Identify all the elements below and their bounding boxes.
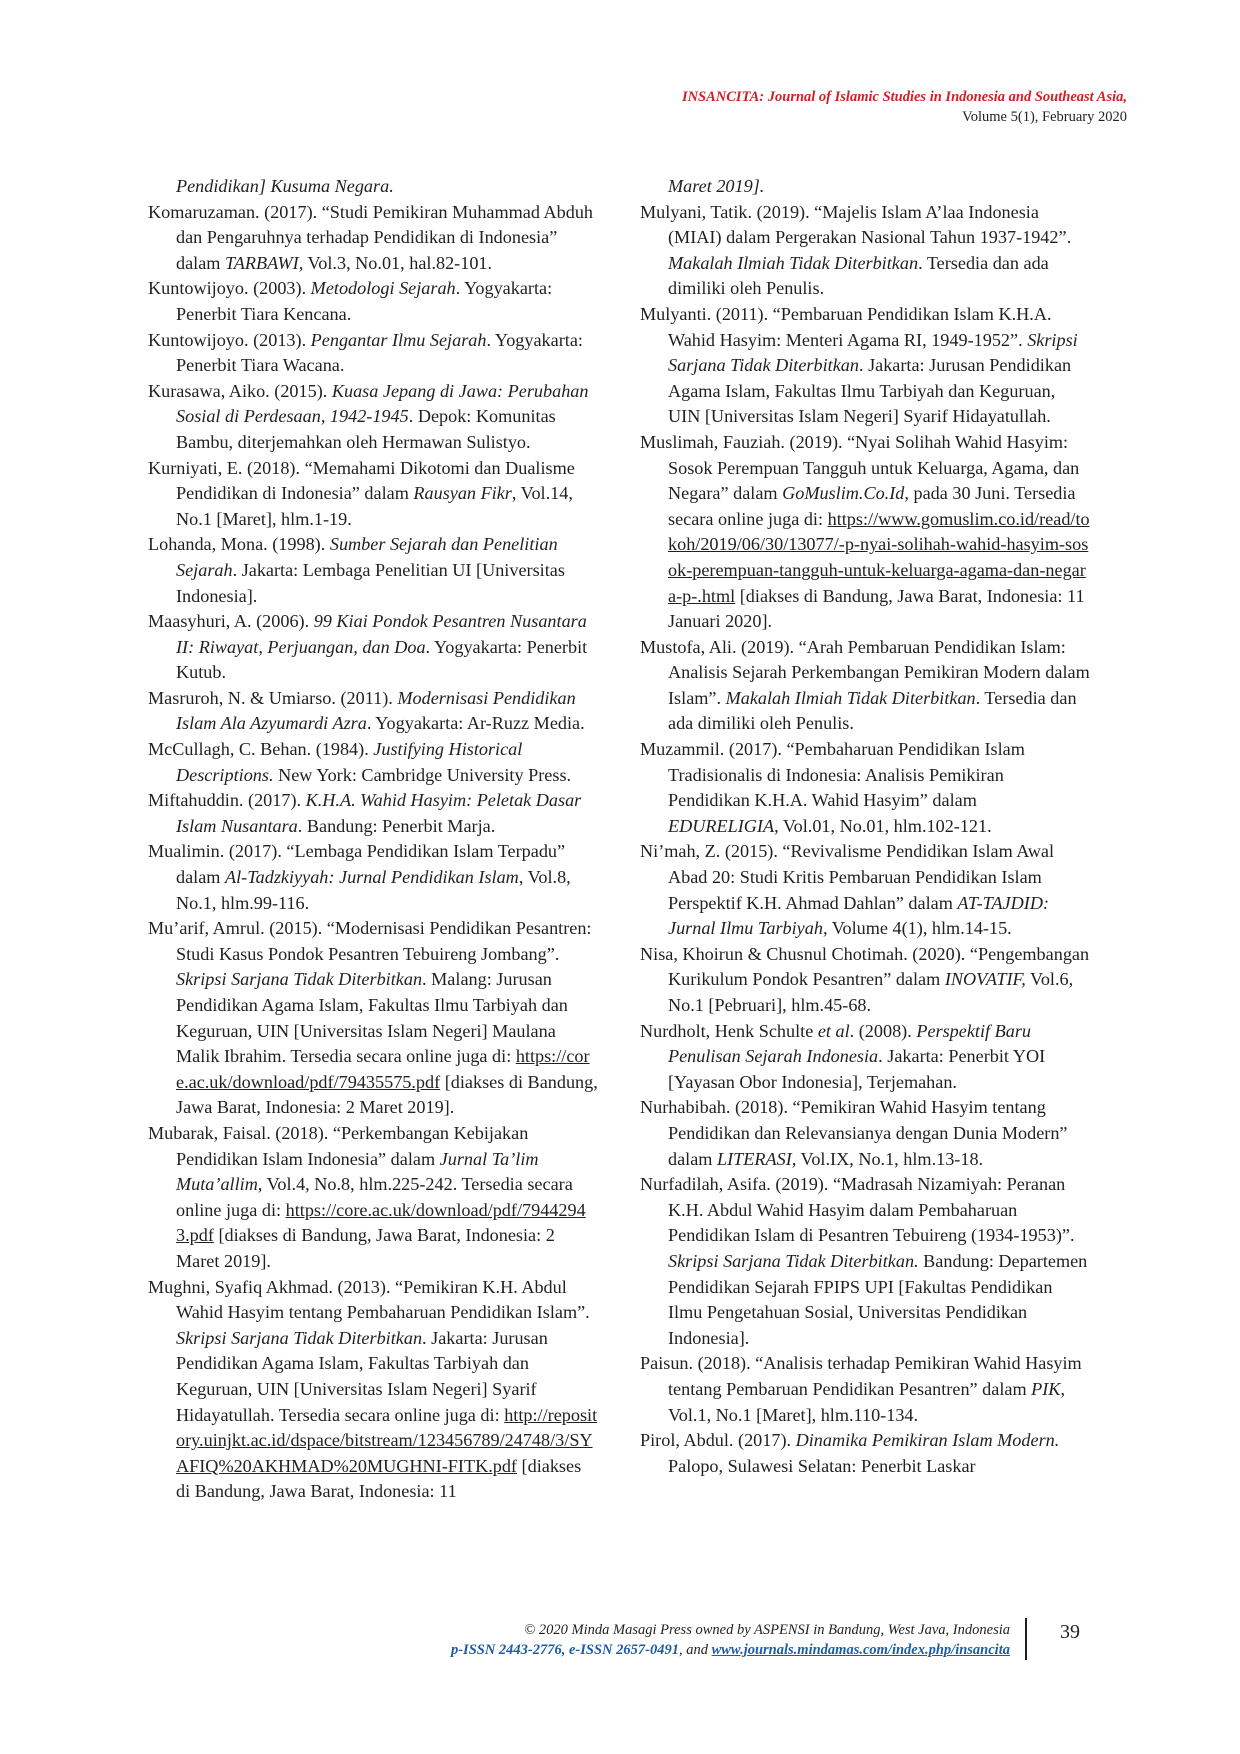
reference-entry [640, 942, 1090, 1019]
page-number: 39 [1060, 1621, 1080, 1643]
reference-text: Mulyanti. (2011). “Pembaruan Pendidikan Islam K.H.A. Wahid Hasyim: Menteri Agama RI, 1949-1952”. [640, 303, 1052, 350]
reference-entry [640, 737, 1090, 839]
reference-entry [640, 302, 1090, 430]
footer-divider [1025, 1618, 1027, 1660]
reference-entry [640, 635, 1090, 737]
reference-entry [640, 1172, 1090, 1351]
reference-text: Vol.3, No.01, hal.82-101. [303, 252, 493, 273]
reference-text: Lohanda, Mona. (1998). [148, 534, 330, 555]
reference-text: Kurasawa, Aiko. (2015). [148, 380, 332, 401]
reference-text: [diakses di Bandung, Jawa Barat, Indonesia: 2 Maret 2019]. [176, 1071, 598, 1118]
reference-italic: TARBAWI, [225, 252, 304, 273]
reference-text: Vol.01, No.01, hlm.102-121. [778, 815, 992, 836]
reference-text: Mughni, Syafiq Akhmad. (2013). “Pemikiran K.H. Abdul Wahid Hasyim tentang Pembaharuan Pendidikan Islam”. [148, 1276, 590, 1323]
reference-entry [148, 839, 598, 916]
reference-url[interactable]: https://www.gomuslim.co.id/read/tokoh/2019/06/30/13077/-p-nyai-solihah-wahid-hasyim-sosok-perempuan-tangguh-untuk-keluarga-agama-dan-negara-p-.html [668, 508, 1090, 606]
reference-text: . Tersedia dan ada dimiliki oleh Penulis. [668, 687, 1077, 734]
reference-text: [diakses di Bandung, Jawa Barat, Indonesia: 2 Maret 2019]. [176, 1225, 555, 1271]
reference-entry [640, 1351, 1090, 1428]
reference-entry [640, 1019, 1090, 1096]
reference-entry [148, 456, 598, 533]
reference-text: Kurniyati, E. (2018). “Memahami Dikotomi dan Dualisme Pendidikan di Indonesia” dalam [148, 457, 575, 504]
reference-entry [148, 1275, 598, 1505]
reference-text: Paisun. (2018). “Analisis terhadap Pemikiran Wahid Hasyim tentang Pembaruan Pendidikan Pesantren” dalam [640, 1353, 1082, 1399]
reference-entry [148, 532, 598, 609]
reference-text: Ni’mah, Z. (2015). “Revivalisme Pendidikan Islam Awal Abad 20: Studi Kritis Pembaruan Pendidikan Islam Perspektif K.H. Ahmad Dahlan” dalam [640, 841, 1055, 913]
reference-text: Pirol, Abdul. (2017). [640, 1430, 796, 1451]
reference-italic: EDURELIGIA, [668, 815, 779, 836]
reference-italic: Maret 2019]. [668, 176, 765, 196]
reference-italic: Justifying Historical Descriptions. [176, 739, 523, 785]
reference-entry [148, 1121, 598, 1275]
reference-italic: Modernisasi Pendidikan Islam Ala Azyumardi Azra [176, 687, 576, 734]
reference-text: . Depok: Komunitas Bambu, diterjemahkan oleh Hermawan Sulistyo. [176, 406, 556, 452]
reference-entry [640, 174, 1090, 200]
reference-entry [148, 276, 598, 327]
reference-text: Masruroh, N. & Umiarso. (2011). [148, 687, 398, 708]
reference-text: Nurhabibah. (2018). “Pemikiran Wahid Hasyim tentang Pendidikan dan Relevansianya dengan Dunia Modern” dalam [640, 1097, 1068, 1169]
reference-text: , Vol.14, No.1 [Maret], hlm.1-19. [176, 483, 573, 529]
references-right-column [640, 174, 1090, 1479]
reference-text: Mubarak, Faisal. (2018). “Perkembangan Kebijakan Pendidikan Islam Indonesia” dalam [148, 1122, 529, 1169]
reference-text: . Bandung: Penerbit Marja. [297, 815, 496, 836]
reference-italic: Skripsi Sarjana Tidak Diterbitkan. [668, 1250, 919, 1271]
reference-url[interactable]: http://repository.uinjkt.ac.id/dspace/bitstream/123456789/24748/3/SYAFIQ%20AKHMAD%20MUGHNI-FITK.pdf [176, 1404, 598, 1476]
reference-text: Palopo, Sulawesi Selatan: Penerbit Laskar [668, 1455, 976, 1476]
footer [451, 1620, 1010, 1660]
reference-text: Kuntowijoyo. (2013). [148, 329, 311, 350]
reference-text: Komaruzaman. (2017). “Studi Pemikiran Muhammad Abduh dan Pengaruhnya terhadap Pendidikan di Indonesia” dalam [148, 201, 594, 273]
references-left-column [148, 174, 598, 1505]
reference-text: [diakses di Bandung, Jawa Barat, Indonesia: 11 [176, 1455, 582, 1502]
reference-text: McCullagh, C. Behan. (1984). [148, 739, 374, 760]
reference-text: , pada 30 Juni. Tersedia secara online juga di: [668, 483, 1076, 529]
journal-title: INSANCITA: Journal of Islamic Studies in Indonesia and Southeast Asia, [681, 89, 1127, 105]
reference-italic: INOVATIF, [944, 969, 1026, 990]
reference-text: Nisa, Khoirun & Chusnul Chotimah. (2020). “Pengembangan Kurikulum Pondok Pesantren” dalam [640, 943, 1090, 990]
reference-text: . Yogyakarta: Penerbit Kutub. [176, 636, 588, 683]
reference-text: , Vol.8, No.1, hlm.99-116. [176, 867, 571, 913]
reference-entry [640, 839, 1090, 941]
reference-italic: Jurnal Ta’lim Muta’allim [176, 1148, 539, 1195]
reference-text: . Yogyakarta: Ar-Ruzz Media. [366, 713, 585, 734]
copyright-line: © 2020 Minda Masagi Press owned by ASPENSI in Bandung, West Java, Indonesia [524, 1622, 1010, 1638]
reference-italic: et al [817, 1020, 850, 1041]
reference-italic: PIK, [1031, 1378, 1065, 1399]
reference-text: , Vol.4, No.8, hlm.225-242. Tersedia secara online juga di: [176, 1174, 573, 1220]
reference-text: Mualimin. (2017). “Lembaga Pendidikan Islam Terpadu” dalam [148, 841, 566, 888]
reference-italic: Rausyan Fikr [413, 483, 512, 504]
running-header [682, 87, 1127, 127]
reference-italic: Pendidikan] Kusuma Negara. [176, 176, 394, 196]
reference-text: Nurdholt, Henk Schulte [640, 1020, 818, 1041]
issn-and: , and [678, 1642, 712, 1658]
reference-italic: Skripsi Sarjana Tidak Diterbitkan [176, 969, 423, 990]
reference-text: Vol.6, No.1 [Pebruari], hlm.45-68. [668, 969, 1074, 1015]
reference-italic: Al-Tadzkiyyah: Jurnal Pendidikan Islam [225, 867, 519, 888]
reference-italic: Skripsi Sarjana Tidak Diterbitkan [176, 1327, 423, 1348]
reference-entry [148, 737, 598, 788]
reference-entry [640, 200, 1090, 302]
reference-text: Nurfadilah, Asifa. (2019). “Madrasah Nizamiyah: Peranan K.H. Abdul Wahid Hasyim dalam Pembaharuan Pendidikan Islam di Pesantren Tebuireng (1934-1953)”. [640, 1174, 1075, 1246]
reference-entry [148, 609, 598, 686]
reference-entry [640, 1095, 1090, 1172]
reference-entry [148, 686, 598, 737]
reference-text: Muslimah, Fauziah. (2019). “Nyai Solihah Wahid Hasyim: Sosok Perempuan Tangguh untuk Keluarga, Agama, dan Negara” dalam [640, 431, 1080, 504]
issn-text: p-ISSN 2443-2776, e-ISSN 2657-0491 [450, 1642, 679, 1658]
reference-italic: Pengantar Ilmu Sejarah [310, 329, 487, 350]
reference-italic: Perspektif Baru Penulisan Sejarah Indonesia [668, 1020, 1031, 1067]
reference-entry [148, 379, 598, 456]
journal-link[interactable]: www.journals.mindamas.com/index.php/insancita [711, 1642, 1010, 1658]
reference-italic: Makalah Ilmiah Tidak Diterbitkan [725, 687, 976, 708]
reference-italic: Kuasa Jepang di Jawa: Perubahan Sosial di Perdesaan, 1942-1945 [176, 380, 589, 427]
reference-italic: Makalah Ilmiah Tidak Diterbitkan [668, 252, 919, 273]
reference-entry [148, 788, 598, 839]
reference-text: New York: Cambridge University Press. [273, 764, 572, 785]
reference-text: . Jakarta: Jurusan Pendidikan Agama Islam, Fakultas Tarbiyah dan Keguruan, UIN [Universitas Islam Negeri] Syarif Hidayatullah. Tersedia secara online juga di: [176, 1327, 548, 1425]
reference-text: . Yogyakarta: Penerbit Tiara Wacana. [176, 329, 583, 376]
reference-entry [148, 174, 598, 200]
reference-entry [640, 430, 1090, 635]
reference-text: Mulyani, Tatik. (2019). “Majelis Islam A’laa Indonesia (MIAI) dalam Pergerakan Nasional Tahun 1937-1942”. [640, 201, 1072, 248]
reference-entry [148, 200, 598, 277]
reference-italic: Skripsi Sarjana Tidak Diterbitkan [668, 329, 1078, 376]
reference-italic: Sumber Sejarah dan Penelitian Sejarah [176, 534, 558, 580]
reference-text: . (2008). [849, 1020, 917, 1041]
reference-text: Mu’arif, Amrul. (2015). “Modernisasi Pendidikan Pesantren: Studi Kasus Pondok Pesantren Tebuireng Jombang”. [148, 918, 592, 964]
reference-italic: K.H.A. Wahid Hasyim: Peletak Dasar Islam Nusantara [176, 790, 582, 836]
reference-text: . Malang: Jurusan Pendidikan Agama Islam, Fakultas Ilmu Tarbiyah dan Keguruan, UIN [Universitas Islam Negeri] Maulana Malik Ibrahim. Tersedia secara online juga di: [176, 969, 568, 1067]
reference-italic: GoMuslim.Co.Id [782, 483, 905, 504]
reference-text: [diakses di Bandung, Jawa Barat, Indonesia: 11 Januari 2020]. [668, 585, 1085, 632]
reference-text: Muzammil. (2017). “Pembaharuan Pendidikan Islam Tradisionalis di Indonesia: Analisis Pemikiran Pendidikan K.H.A. Wahid Hasyim” dalam [640, 739, 1025, 811]
reference-text: Mustofa, Ali. (2019). “Arah Pembaruan Pendidikan Islam: Analisis Sejarah Perkembangan Pemikiran Modern dalam Islam”. [640, 636, 1090, 708]
reference-text: Volume 4(1), hlm.14-15. [827, 918, 1012, 939]
reference-italic: AT-TAJDID: Jurnal Ilmu Tarbiyah, [668, 892, 1050, 939]
reference-text: Miftahuddin. (2017). [148, 790, 306, 811]
reference-text: Kuntowijoyo. (2003). [148, 278, 311, 299]
reference-entry [148, 328, 598, 379]
reference-italic: LITERASI, [717, 1148, 797, 1169]
reference-text: . Jakarta: Penerbit YOI [Yayasan Obor Indonesia], Terjemahan. [668, 1046, 1046, 1092]
reference-entry [640, 1428, 1090, 1479]
issn-line [451, 1640, 1010, 1660]
reference-entry [148, 916, 598, 1121]
journal-volume: Volume 5(1), February 2020 [962, 109, 1127, 125]
reference-text: Maasyhuri, A. (2006). [148, 611, 314, 632]
reference-text: Bandung: Departemen Pendidikan Sejarah FPIPS UPI [Fakultas Pendidikan Ilmu Pengetahuan Sosial, Universitas Pendidikan Indonesia]. [668, 1250, 1088, 1348]
reference-url[interactable]: https://core.ac.uk/download/pdf/79435575.pdf [176, 1046, 590, 1092]
reference-italic: Dinamika Pemikiran Islam Modern. [795, 1430, 1060, 1451]
reference-italic: 99 Kiai Pondok Pesantren Nusantara II: Riwayat, Perjuangan, dan Doa [176, 611, 587, 657]
reference-text: Vol.IX, No.1, hlm.13-18. [796, 1148, 984, 1169]
reference-text: Vol.1, No.1 [Maret], hlm.110-134. [668, 1404, 919, 1425]
reference-text: . Yogyakarta: Penerbit Tiara Kencana. [176, 278, 553, 324]
reference-text: . Jakarta: Jurusan Pendidikan Agama Islam, Fakultas Ilmu Tarbiyah dan Keguruan, UIN [Universitas Islam Negeri] Syarif Hidayatullah. [668, 355, 1072, 427]
reference-url[interactable]: https://core.ac.uk/download/pdf/79442943.pdf [176, 1199, 586, 1246]
reference-italic: Metodologi Sejarah [310, 278, 456, 299]
reference-text: . Jakarta: Lembaga Penelitian UI [Universitas Indonesia]. [176, 559, 565, 606]
reference-text: . Tersedia dan ada dimiliki oleh Penulis. [668, 252, 1049, 299]
